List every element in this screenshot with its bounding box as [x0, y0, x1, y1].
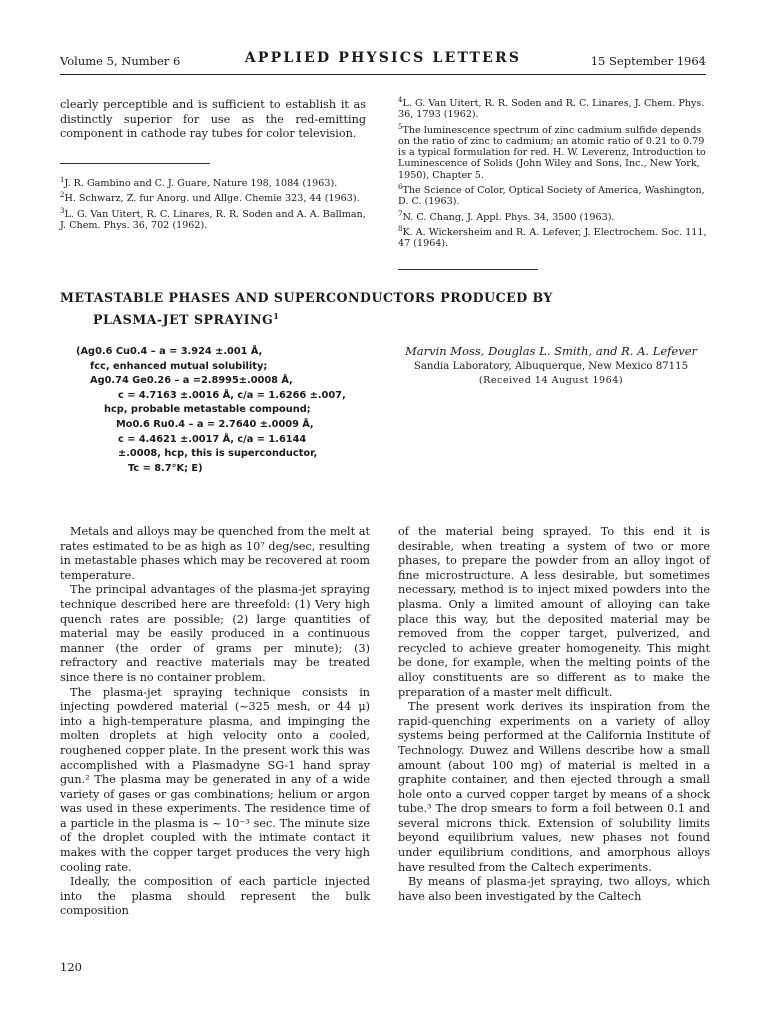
- abstract-line: Ag0.74 Ge0.26 – a =2.8995±.0008 Å,: [90, 375, 293, 387]
- abstract-line: c = 4.7163 ±.0016 Å, c/a = 1.6266 ±.007,: [118, 389, 346, 401]
- footnote: [398, 182, 708, 208]
- issue-date: 15 September 1964: [590, 54, 706, 68]
- abstract: [76, 345, 366, 476]
- author-block: [392, 344, 710, 386]
- abstract-line: ±.0008, hcp, this is superconductor,: [118, 448, 318, 460]
- footnote-text: The Science of Color, Optical Society of America, Washington, D. C. (1963).: [398, 185, 705, 208]
- title-line-1: METASTABLE PHASES AND SUPERCONDUCTORS PRODUCED BY: [60, 290, 553, 305]
- abstract-line: Mo0.6 Ru0.4 – a = 2.7640 ±.0009 Å,: [116, 418, 314, 430]
- header-rule: [60, 74, 706, 75]
- article-title: [60, 287, 553, 331]
- affiliation: Sandia Laboratory, Albuquerque, New Mexico 87115: [413, 361, 689, 372]
- abstract-line: Tc = 8.7°K; E): [128, 462, 203, 474]
- footnote-number: 3: [60, 206, 65, 215]
- paragraph: The present work derives its inspiration from the rapid-quenching experiments on a variety of alloy systems being performed at the California Institute of Technology. Duwez and Willens describe how a small amount (about 100 mg) of material is melted in a graphite container, and then ejected through a small hole onto a curved copper target by means of a shock tube.³ The drop smears to form a foil between 0.1 and several microns thick. Extension of solubility limits beyond equilibrium values, new phases not found under equilibrium conditions, and amorphous alloys have resulted from the Caltech experiments.: [398, 700, 710, 874]
- authors: Marvin Moss, Douglas L. Smith, and R. A. Lefever: [404, 344, 698, 358]
- footnote-text: H. Schwarz, Z. fur Anorg. und Allge. Chemie 323, 44 (1963).: [64, 193, 360, 205]
- page-number: 120: [60, 960, 82, 974]
- footnote: [60, 193, 366, 204]
- footnote: [60, 175, 366, 189]
- footnote-number: 4: [398, 95, 403, 104]
- prev-article-tail: [60, 98, 366, 142]
- title-line-2: PLASMA-JET SPRAYING: [93, 312, 274, 327]
- body-column-right: [398, 525, 710, 904]
- body-column-left: [60, 525, 370, 919]
- footnote-number: 7: [398, 209, 403, 218]
- footnote-end-rule: [398, 269, 538, 270]
- paragraph: Ideally, the composition of each particle injected into the plasma should represent the bulk composition: [60, 875, 370, 918]
- paragraph: Metals and alloys may be quenched from the melt at rates estimated to be as high as 10⁷ deg/sec, resulting in metastable phases which may be recovered at room temperature.: [60, 525, 370, 582]
- paragraph: The plasma-jet spraying technique consists in injecting powdered material (~325 mesh, or 44 μ) into a high-temperature plasma, and impinging the molten droplets at high velocity onto a cooled, roughened copper plate. In the present work this was accomplished with a Plasmadyne SG-1 hand spray gun.² The plasma may be generated in any of a wide variety of gases or gas combinations; helium or argon was used in these experiments. The residence time of a particle in the plasma is ~ 10⁻³ sec. The minute size of the droplet coupled with the intimate contact it makes with the copper target produces the very high cooling rate.: [60, 685, 370, 874]
- footnote: [398, 209, 708, 223]
- footnote: [60, 206, 366, 232]
- footnote-text: J. R. Gambino and C. J. Guare, Nature 198, 1084 (1963).: [64, 178, 338, 189]
- running-header: [60, 50, 706, 70]
- footnote-number: 2: [60, 191, 65, 200]
- volume-label: Volume 5, Number 6: [60, 54, 181, 68]
- footnote-text: K. A. Wickersheim and R. A. Lefever, J. Electrochem. Soc. 111, 47 (1964).: [398, 226, 707, 250]
- title-footnote-mark: 1: [273, 310, 280, 321]
- footnote-text: The luminescence spectrum of zinc cadmium sulfide depends on the ratio of zinc to cadmium; an atomic ratio of 0.21 to 0.79 is a typical formulation for red. H. W. Leverenz, Introduction to Luminescence of Solids (John Wiley and Sons, Inc., New York, 1950), Chapter 5.: [398, 124, 706, 181]
- footnote: [398, 122, 708, 181]
- abstract-line: (Ag0.6 Cu0.4 – a = 3.924 ±.001 Å,: [76, 346, 263, 357]
- footnote-number: 5: [398, 122, 403, 131]
- footnote-rule: [60, 163, 210, 164]
- paragraph: clearly perceptible and is sufficient to establish it as distinctly superior for use as the red-emitting component in cathode ray tubes for color television.: [60, 98, 366, 141]
- footnotes-left: [60, 175, 366, 235]
- paragraph: By means of plasma-jet spraying, two alloys, which have also been investigated by the Caltech: [398, 875, 710, 903]
- footnote: [398, 95, 708, 121]
- paragraph: The principal advantages of the plasma-jet spraying technique described here are threefold: (1) Very high quench rates are possible; (2) large quantities of material may be easily produced in a continuous manner (the order of grams per minute); (3) refractory and reactive materials may be treated since there is no container problem.: [60, 583, 370, 684]
- footnote-number: 1: [60, 175, 65, 184]
- journal-title: APPLIED PHYSICS LETTERS: [244, 50, 522, 66]
- abstract-line: fcc, enhanced mutual solubility;: [90, 360, 268, 372]
- footnote-text: L. G. Van Uitert, R. R. Soden and R. C. Linares, J. Chem. Phys. 36, 1793 (1962).: [398, 98, 705, 121]
- footnote-number: 6: [398, 182, 403, 191]
- abstract-line: hcp, probable metastable compound;: [104, 404, 311, 416]
- footnote: [398, 224, 708, 250]
- abstract-line: c = 4.4621 ±.0017 Å, c/a = 1.6144: [118, 433, 307, 445]
- footnote-text: N. C. Chang, J. Appl. Phys. 34, 3500 (1963).: [402, 211, 615, 223]
- footnote-text: L. G. Van Uitert, R. C. Linares, R. R. Soden and A. A. Ballman, J. Chem. Phys. 36, 702 (1962).: [60, 208, 366, 231]
- footnotes-right: [398, 95, 708, 254]
- received-date: (Received 14 August 1964): [478, 375, 624, 386]
- footnote-number: 8: [398, 224, 403, 233]
- paragraph: of the material being sprayed. To this end it is desirable, when treating a system of two or more phases, to prepare the powder from an alloy ingot of fine microstructure. A less desirable, but sometimes necessary, method is to inject mixed powders into the plasma. Only a limited amount of alloying can take place this way, but the deposited material may be removed from the copper target, pulverized, and recycled to achieve greater homogeneity. This might be done, for example, when the melting points of the alloy constituents are so different as to make the preparation of a master melt difficult.: [398, 525, 710, 699]
